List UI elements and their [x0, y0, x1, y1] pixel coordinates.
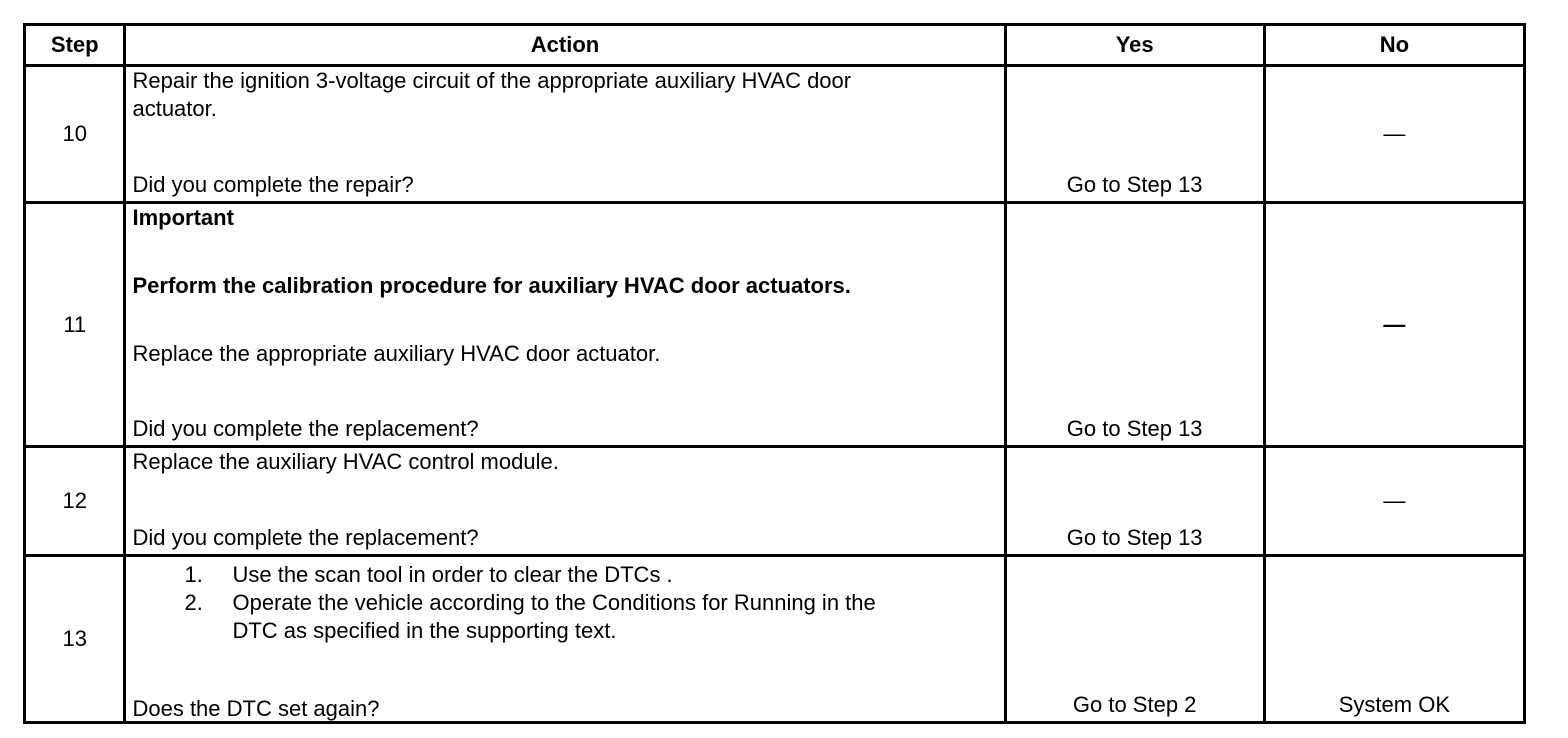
question-text: Did you complete the replacement? [132, 416, 479, 442]
yes-cell [1005, 447, 1264, 556]
table-row [25, 202, 1525, 446]
action-text: Replace the auxiliary HVAC control module. [132, 449, 559, 475]
yes-cell [1005, 555, 1264, 722]
step-number: 11 [25, 202, 125, 446]
no-cell [1264, 66, 1524, 203]
no-result: — [1383, 311, 1406, 337]
yes-result: Go to Step 2 [1072, 692, 1197, 717]
no-cell [1264, 447, 1524, 556]
list-text: Use the scan tool in order to clear the DTCs . [232, 561, 673, 587]
action-text: Replace the appropriate auxiliary HVAC door actuator. [132, 340, 661, 366]
list-item [132, 589, 1003, 645]
action-cell [125, 66, 1005, 203]
header-action: Action [125, 25, 1005, 66]
header-yes: Yes [1005, 25, 1264, 66]
list-number: 1. [184, 561, 203, 587]
question-text: Did you complete the replacement? [132, 524, 479, 550]
list-text: DTC as specified in the supporting text. [232, 617, 617, 643]
question-text: Did you complete the repair? [132, 171, 414, 197]
header-row [25, 25, 1525, 66]
diagnostic-table [23, 23, 1526, 724]
yes-result: Go to Step 13 [1066, 524, 1203, 550]
step-number: 10 [25, 66, 125, 203]
no-cell [1264, 202, 1524, 446]
list-text: Operate the vehicle according to the Conditions for Running in the [232, 589, 876, 615]
step-number: 12 [25, 447, 125, 556]
action-cell [125, 202, 1005, 446]
header-step: Step [25, 25, 125, 66]
step-number: 13 [25, 555, 125, 722]
action-cell [125, 555, 1005, 722]
yes-cell [1005, 66, 1264, 203]
action-text: Repair the ignition 3-voltage circuit of the appropriate auxiliary HVAC door [132, 68, 852, 93]
important-label: Important [132, 204, 234, 230]
table-row [25, 555, 1525, 722]
no-result: — [1383, 120, 1406, 146]
table-row [25, 66, 1525, 203]
list-number: 2. [184, 589, 203, 615]
no-result: — [1383, 488, 1406, 514]
important-text: Perform the calibration procedure for auxiliary HVAC door actuators. [132, 272, 851, 298]
question-text: Does the DTC set again? [132, 696, 380, 721]
procedure-list [132, 561, 1003, 645]
action-text: actuator. [132, 96, 217, 121]
yes-cell [1005, 202, 1264, 446]
action-cell [125, 447, 1005, 556]
yes-result: Go to Step 13 [1066, 171, 1203, 197]
header-no: No [1264, 25, 1524, 66]
yes-result: Go to Step 13 [1066, 416, 1203, 442]
table-row [25, 447, 1525, 556]
no-cell [1264, 555, 1524, 722]
no-result: System OK [1338, 692, 1450, 717]
list-item [132, 561, 1003, 589]
